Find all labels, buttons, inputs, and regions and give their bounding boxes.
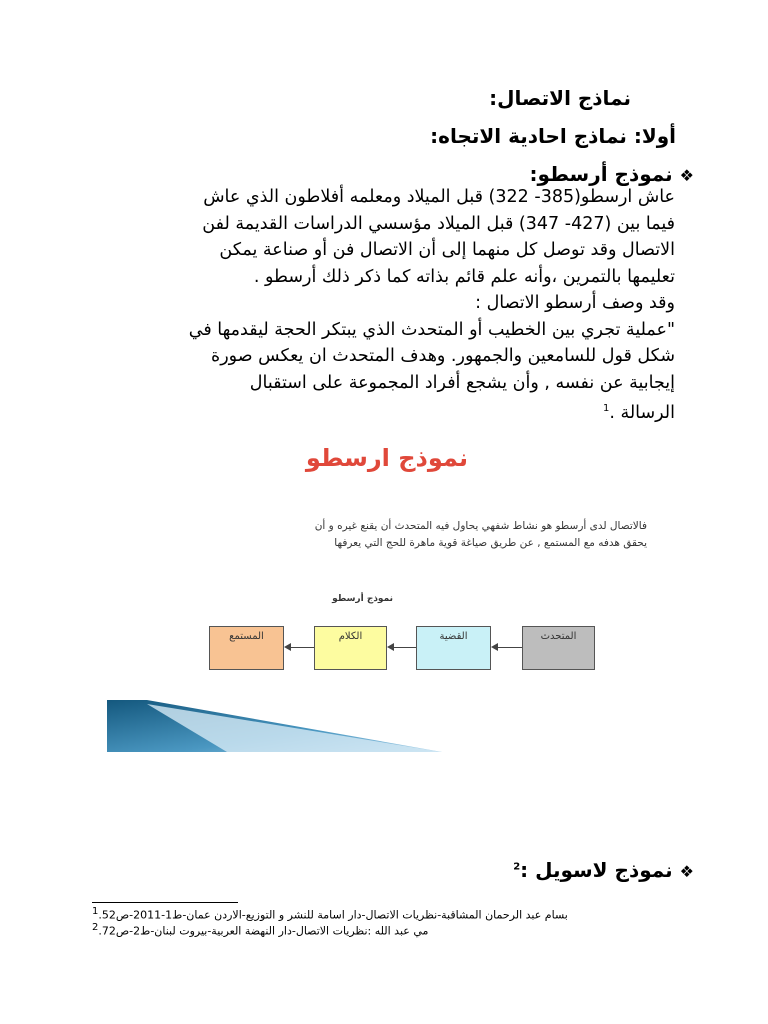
figure-description-line: فالاتصال لدى أرسطو هو نشاط شفهي يحاول فيه المتحدث أن يقنع غيره و أن — [314, 520, 647, 532]
aristotle-heading — [530, 162, 694, 186]
paragraph-line: الاتصال وقد توصل كل منهما إلى أن الاتصال فن أو صناعة يمكن — [219, 240, 675, 260]
aristotle-heading-text: نموذج أرسطو: — [529, 162, 673, 186]
box-speaker — [522, 626, 595, 670]
paragraph-line: وقد وصف أرسطو الاتصال : — [475, 293, 675, 313]
heading-oneway-models: أولا: نماذج احادية الاتجاه: — [430, 124, 676, 148]
footnote-number: 2 — [92, 922, 99, 933]
arrow-left-icon — [491, 643, 498, 651]
box-listener — [209, 626, 284, 670]
box-label: المستمع — [229, 631, 264, 642]
figure-description — [315, 518, 647, 552]
footnote-separator — [92, 902, 238, 903]
figure-title: نموذج ارسطو — [305, 444, 468, 472]
lasswell-heading — [513, 858, 694, 882]
diamond-bullet-icon: ❖ — [679, 862, 694, 881]
box-label: الكلام — [338, 631, 363, 642]
box-speech — [314, 626, 387, 670]
diagram-title: نموذج أرسطو — [332, 594, 393, 604]
lasswell-heading-text: نموذج لاسويل : — [520, 858, 673, 882]
paragraph-line: عاش ارسطو(385- 322) قبل الميلاد ومعلمه أفلاطون الذي عاش — [203, 187, 675, 207]
heading-communication-models: نماذج الاتصال: — [489, 86, 631, 110]
arrow-line — [497, 647, 522, 648]
arrow-line — [393, 647, 416, 648]
footnote-1 — [92, 906, 568, 922]
aristotle-paragraph — [100, 184, 675, 426]
paragraph-line: "عملية تجري بين الخطيب أو المتحدث الذي يبتكر الحجة ليقدمها في — [188, 319, 675, 340]
footnote-ref-2: 2 — [513, 861, 521, 873]
figure-description-line: يحقق هدفه مع المستمع , عن طريق صياغة قوية ماهرة للحج التي يعرفها — [334, 537, 647, 549]
box-label: المتحدث — [540, 631, 577, 642]
paragraph-last-text: الرسالة . — [609, 402, 675, 423]
paragraph-line: فيما بين (427- 347) قبل الميلاد مؤسسي الدراسات القديمة لفن — [202, 213, 675, 234]
arrow-line — [290, 647, 314, 648]
arrow-left-icon — [387, 643, 394, 651]
decorative-banner — [107, 700, 442, 752]
box-argument — [416, 626, 491, 670]
footnote-ref-1: 1 — [602, 403, 610, 414]
footnote-2 — [92, 922, 428, 938]
box-label: القضية — [439, 631, 468, 642]
footnote-text: بسام عبد الرحمان المشاقبة-نظريات الاتصال-دار اسامة للنشر و التوزيع-الاردن عمان-ط1-2011-ص52. — [98, 908, 568, 922]
footnote-number: 1 — [92, 906, 99, 917]
diamond-bullet-icon: ❖ — [679, 166, 694, 185]
paragraph-line: شكل قول للسامعين والجمهور. وهدف المتحدث ان يعكس صورة — [211, 346, 675, 366]
footnote-text: مي عبد الله :نظريات الاتصال-دار النهضة العربية-بيروت لبنان-ط2-ص72. — [98, 924, 429, 938]
paragraph-line: إيجابية عن نفسه , وأن يشجع أفراد المجموعة على استقبال — [249, 372, 675, 393]
paragraph-line: تعليمها بالتمرين ،وأنه علم قائم بذاته كما ذكر ذلك أرسطو . — [253, 266, 675, 287]
paragraph-last-line — [100, 396, 675, 426]
arrow-left-icon — [284, 643, 291, 651]
